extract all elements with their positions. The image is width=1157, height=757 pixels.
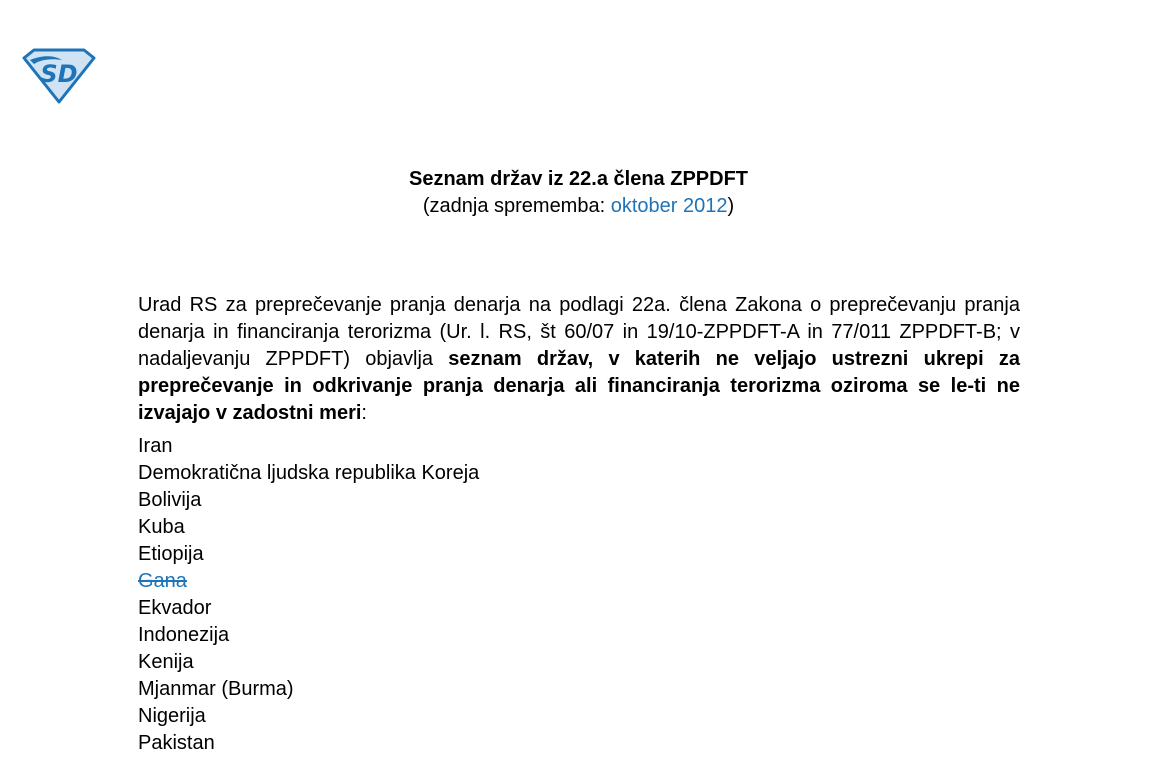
document-header: [0, 166, 1157, 220]
country-list-item: Pakistan: [138, 732, 215, 754]
country-list-item: Bolivija: [138, 489, 202, 511]
intro-paragraph: [138, 292, 1020, 427]
document-title: Seznam držav iz 22.a člena ZPPDFT: [408, 168, 748, 190]
intro-bold-text: seznam držav, v katerih ne veljajo ustrezni ukrepi za preprečevanje in odkrivanje pranja denarja ali financiranja terorizma oziroma se le-ti ne izvajajo v zadostni meri: [138, 348, 1020, 424]
country-list-item: Iran: [138, 435, 173, 457]
country-list: [138, 433, 479, 757]
subtitle-suffix: ): [727, 195, 735, 217]
sd-shield-icon: [20, 46, 98, 106]
country-list-item: Ekvador: [138, 597, 212, 619]
logo-text: SD: [40, 60, 78, 88]
country-list-item: Indonezija: [138, 624, 230, 646]
intro-plain-text: Urad RS za preprečevanje pranja denarja na podlagi 22a. člena Zakona o preprečevanju pranja denarja in financiranja terorizma (Ur. l. RS, št 60/07 in 19/10-ZPPDFT-A in 77/011 ZPPDFT-B; v nadaljevanju ZPPDFT) objavlja: [138, 294, 1020, 370]
country-list-item: Kuba: [138, 516, 185, 538]
country-list-item: Kenija: [138, 651, 194, 673]
sd-logo: [20, 46, 98, 106]
last-change-date: oktober 2012: [610, 195, 728, 217]
intro-ending: :: [361, 402, 367, 424]
subtitle-prefix: (zadnja sprememba:: [422, 195, 611, 217]
country-list-item: Mjanmar (Burma): [138, 678, 294, 700]
country-list-item: Nigerija: [138, 705, 206, 727]
document-subtitle: [0, 193, 1157, 220]
country-list-item: Etiopija: [138, 543, 204, 565]
country-list-item: Gana: [138, 570, 187, 592]
country-list-item: Demokratična ljudska republika Koreja: [138, 462, 480, 484]
